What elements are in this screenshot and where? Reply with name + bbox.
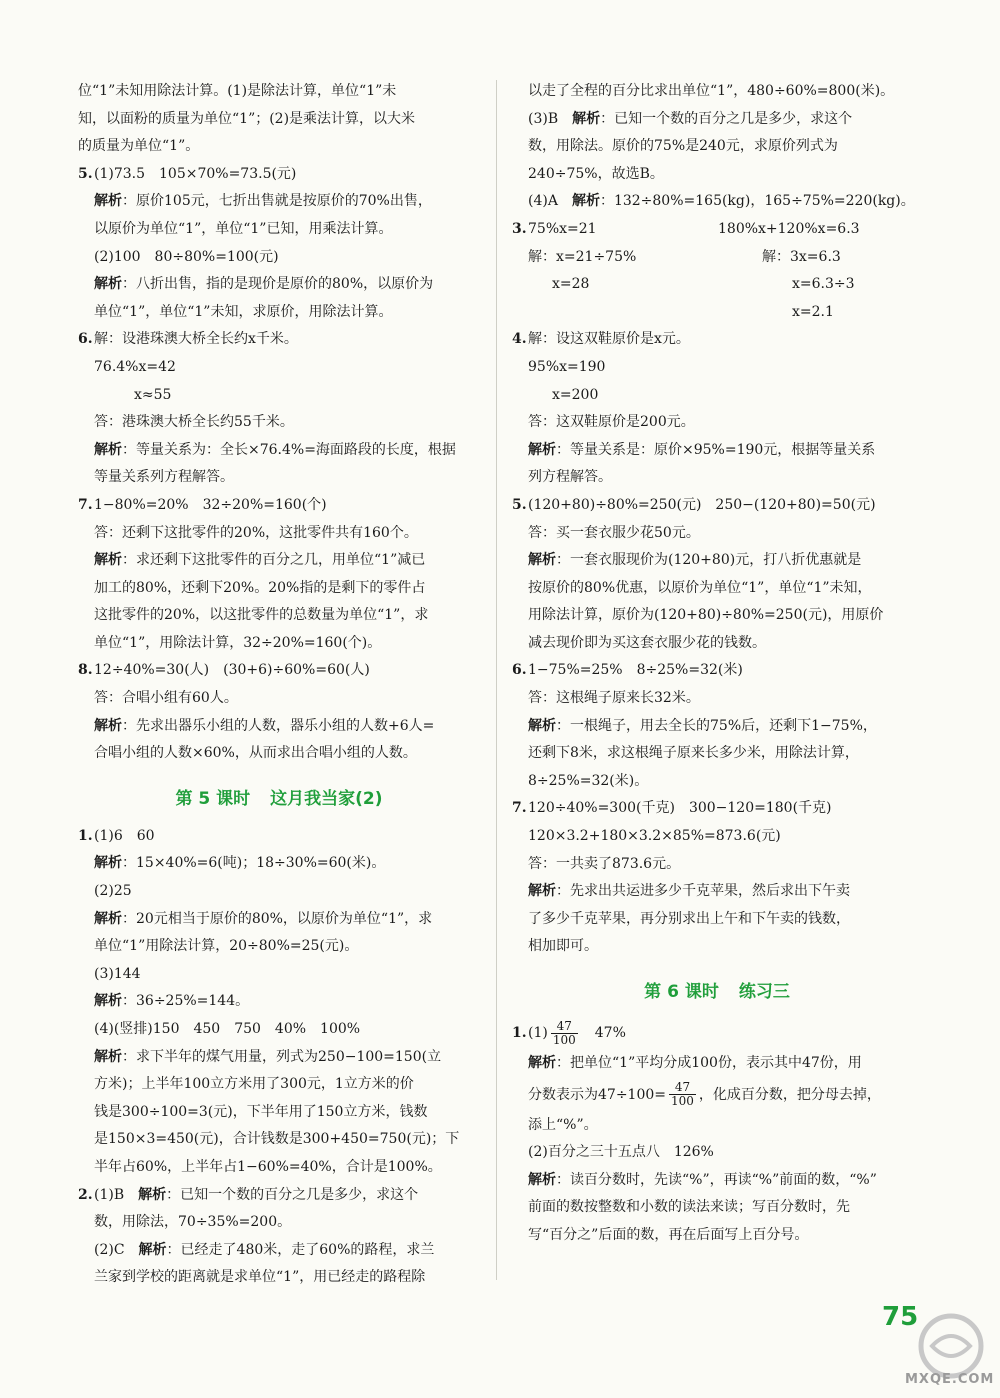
text-line <box>78 1099 480 1127</box>
text-line <box>512 382 922 410</box>
text-line <box>78 630 480 658</box>
line-text: 以原价为单位“1”，单位“1”已知，用乘法计算。 <box>94 220 393 237</box>
lesson-number: 第 5 课时 <box>175 788 251 809</box>
text-line <box>512 602 922 630</box>
text-line <box>512 492 922 520</box>
text-line <box>512 1016 922 1050</box>
question-number: 3. <box>512 220 527 237</box>
text-line <box>512 1112 922 1140</box>
line-text: (3)144 <box>94 965 141 982</box>
line-text: 列方程解答。 <box>528 469 612 486</box>
line-text: (120+80)÷80%=250(元) 250−(120+80)=50(元) <box>528 496 876 513</box>
line-text: 这批零件的20%，以这批零件的总数量为单位“1”，求 <box>94 607 429 624</box>
line-text: 答：这双鞋原价是200元。 <box>528 414 695 431</box>
line-text: 了多少千克苹果，再分别求出上午和下午卖的钱数， <box>528 910 850 927</box>
line-text: 76.4%x=42 <box>94 358 176 375</box>
lesson-title: 这月我当家(2) <box>270 788 383 809</box>
text-line <box>78 906 480 934</box>
text-line <box>78 244 480 272</box>
line-text: (1)73.5 105×70%=73.5(元) <box>94 165 297 182</box>
lesson-heading <box>512 977 922 1002</box>
line-text: 1−80%=20% 32÷20%=160(个) <box>94 496 327 513</box>
text-line <box>78 602 480 630</box>
text-line <box>512 1194 922 1222</box>
line-text: (4)(竖排)150 450 750 40% 100% <box>94 1021 361 1037</box>
text-line <box>512 657 922 685</box>
line-text: 加工的80%，还剩下20%。20%指的是剩下的零件占 <box>94 579 426 596</box>
equation-left: 75%x=21 <box>528 220 597 237</box>
text-line <box>78 188 480 216</box>
line-text: ：求下半年的煤气用量，列式为250−100=150(立 <box>122 1048 442 1065</box>
line-text: 的质量为单位“1”。 <box>78 138 200 155</box>
line-text: 240÷75%，故选B。 <box>528 165 664 182</box>
line-text: x≈55 <box>134 386 172 403</box>
lesson-title: 练习三 <box>738 982 790 1002</box>
line-text: 单位“1”，单位“1”未知，求原价，用除法计算。 <box>94 303 393 320</box>
question-number: 5. <box>78 165 93 182</box>
text-line <box>78 106 480 134</box>
answer-text: (3)B <box>528 110 573 127</box>
analysis-label: 解析 <box>572 110 601 127</box>
text-line <box>78 1182 480 1210</box>
text-line <box>78 271 480 299</box>
fraction <box>551 1020 578 1047</box>
line-text: 写“百分之”后面的数，再在后面写上百分号。 <box>528 1226 809 1243</box>
line-text: 47% <box>580 1025 626 1041</box>
text-line <box>512 78 922 106</box>
text-line <box>512 1167 922 1195</box>
line-text: ：把单位“1”平均分成100份，表示其中47份，用 <box>556 1055 862 1071</box>
text-line <box>78 575 480 603</box>
line-text: 分数表示为47÷100= <box>528 1086 666 1103</box>
text-line <box>78 409 480 437</box>
text-line <box>78 437 480 465</box>
text-line <box>512 106 922 134</box>
answer-text: (4)A <box>528 193 572 210</box>
text-line <box>78 1237 480 1265</box>
analysis-label: 解析 <box>528 1055 556 1071</box>
line-text: ：原价105元，七折出售就是按原价的70%出售， <box>122 193 432 210</box>
analysis-label: 解析 <box>94 276 122 293</box>
line-text: 120÷40%=300(千克) 300−120=180(千克) <box>528 800 832 817</box>
line-text: (1) <box>528 1025 548 1041</box>
line-text: 前面的数按整数和小数的读法来读；写百分数时，先 <box>528 1199 850 1216</box>
analysis-label: 解析 <box>94 1048 122 1065</box>
text-line <box>512 740 922 768</box>
question-number: 1. <box>512 1025 527 1041</box>
line-text: 等量关系列方程解答。 <box>94 469 234 486</box>
text-line <box>78 547 480 575</box>
line-text: 解：设港珠澳大桥全长约x千米。 <box>94 331 298 348</box>
line-text: x=200 <box>552 386 599 403</box>
line-text: (1)6 60 <box>94 827 155 844</box>
line-text: 还剩下8米，求这根绳子原来长多少米，用除法计算， <box>528 745 859 762</box>
text-line <box>78 1264 480 1292</box>
text-line <box>78 961 480 989</box>
text-line <box>512 409 922 437</box>
analysis-label: 解析 <box>94 910 122 927</box>
equation-right: x=2.1 <box>792 303 834 320</box>
line-text: ：读百分数时，先读“%”，再读“%”前面的数，“%” <box>556 1171 877 1188</box>
question-number: 8. <box>78 662 93 679</box>
text-line <box>512 299 922 327</box>
analysis-label: 解析 <box>528 552 556 569</box>
line-text: ：先求出器乐小组的人数，器乐小组的人数+6人= <box>122 717 435 734</box>
text-line <box>512 1050 922 1078</box>
text-line <box>78 988 480 1016</box>
text-line <box>512 685 922 713</box>
line-text: ：先求出共运进多少千克苹果，然后求出下午卖 <box>556 883 850 900</box>
line-text: 数，用除法，70÷35%=200。 <box>94 1214 292 1231</box>
column-divider <box>496 80 497 1280</box>
line-text: ：36÷25%=144。 <box>122 993 250 1010</box>
text-line <box>512 575 922 603</box>
text-line <box>512 713 922 741</box>
text-line <box>512 244 922 272</box>
equation-right: x=6.3÷3 <box>792 276 855 293</box>
text-line <box>512 1078 922 1112</box>
line-text: 95%x=190 <box>528 358 606 375</box>
line-text: ：一根绳子，用去全长的75%后，还剩下1−75%， <box>556 717 877 734</box>
line-text: ：已经走了480米，走了60%的路程，求兰 <box>166 1241 435 1258</box>
text-line <box>512 133 922 161</box>
text-line <box>78 464 480 492</box>
line-text: ：等量关系为：全长×76.4%=海面路段的长度，根据 <box>122 441 456 458</box>
line-text: 钱是300÷100=3(元)，下半年用了150立方米，钱数 <box>94 1103 428 1120</box>
text-line <box>78 1016 480 1044</box>
text-line <box>78 1071 480 1099</box>
line-text: (2)25 <box>94 883 132 900</box>
fraction-denominator: 100 <box>552 1032 576 1047</box>
text-line <box>512 851 922 879</box>
text-line <box>78 299 480 327</box>
text-line <box>512 795 922 823</box>
line-text: ：求还剩下这批零件的百分之几，用单位“1”减已 <box>122 552 426 569</box>
line-text: 12÷40%=30(人) (30+6)÷60%=60(人) <box>94 662 370 679</box>
text-line <box>78 382 480 410</box>
text-line <box>78 823 480 851</box>
text-line <box>78 520 480 548</box>
analysis-label: 解析 <box>94 993 122 1010</box>
text-line <box>512 878 922 906</box>
fraction <box>669 1081 696 1108</box>
line-text: 以走了全程的百分比求出单位“1”，480÷60%=800(米)。 <box>528 83 895 99</box>
line-text: ：八折出售，指的是现价是原价的80%，以原价为 <box>122 276 434 293</box>
question-number: 1. <box>78 827 93 844</box>
watermark-text: MXQE.COM <box>905 1372 995 1387</box>
line-text: 数，用除法。原价的75%是240元，求原价列式为 <box>528 138 838 155</box>
text-line <box>78 133 480 161</box>
text-line <box>512 520 922 548</box>
analysis-label: 解析 <box>528 441 556 458</box>
line-text: 答：买一套衣服少花50元。 <box>528 524 700 541</box>
text-line <box>512 326 922 354</box>
line-text: ：132÷80%=165(kg)，165÷75%=220(kg)。 <box>599 193 915 210</box>
line-text: ：20元相当于原价的80%，以原价为单位“1”，求 <box>122 910 433 927</box>
question-number: 2. <box>78 1186 93 1203</box>
question-number: 7. <box>512 800 527 817</box>
line-text: 用除法计算，原价为(120+80)÷80%=250(元)，用原价 <box>528 607 884 624</box>
text-line <box>512 1139 922 1167</box>
analysis-label: 解析 <box>94 717 122 734</box>
line-text: 合唱小组的人数×60%，从而求出合唱小组的人数。 <box>94 745 417 762</box>
analysis-label: 解析 <box>528 717 556 734</box>
lesson-heading <box>78 784 480 809</box>
line-text: 方米)；上半年100立方米用了300元，1立方米的价 <box>94 1076 414 1093</box>
fraction-denominator: 100 <box>671 1094 694 1109</box>
line-text: (2)百分之三十五点八 126% <box>528 1144 714 1161</box>
line-text: 位“1”未知用除法计算。(1)是除法计算，单位“1”未 <box>78 83 397 99</box>
line-text: 答：一共卖了873.6元。 <box>528 855 681 872</box>
line-text: 单位“1”，用除法计算，32÷20%=160(个)。 <box>94 634 382 651</box>
fraction-numerator: 47 <box>669 1081 696 1095</box>
answer-text: (2)C <box>94 1241 139 1258</box>
line-text: 8÷25%=32(米)。 <box>528 772 649 789</box>
text-line <box>512 354 922 382</box>
line-text: 1−75%=25% 8÷25%=32(米) <box>528 662 743 679</box>
line-text: ：已知一个数的百分之几是多少，求这个 <box>166 1186 419 1203</box>
text-line <box>78 1154 480 1182</box>
text-line <box>512 437 922 465</box>
line-text: 120×3.2+180×3.2×85%=873.6(元) <box>528 828 781 845</box>
text-line <box>512 630 922 658</box>
text-line <box>78 78 480 106</box>
text-line <box>78 326 480 354</box>
equation-left: 解：x=21÷75% <box>528 248 637 265</box>
text-line <box>78 216 480 244</box>
analysis-label: 解析 <box>94 193 122 210</box>
text-line <box>512 188 922 216</box>
analysis-label: 解析 <box>94 441 122 458</box>
right-column <box>512 78 922 1250</box>
text-line <box>512 271 922 299</box>
question-number: 4. <box>512 331 527 348</box>
line-text: (2)100 80÷80%=100(元) <box>94 248 279 265</box>
line-text: 解：设这双鞋原价是x元。 <box>528 331 690 348</box>
analysis-label: 解析 <box>94 552 122 569</box>
text-line <box>512 1222 922 1250</box>
page-number: 75 <box>882 1302 919 1332</box>
text-line <box>512 906 922 934</box>
text-line <box>78 850 480 878</box>
line-text: ：一套衣服现价为(120+80)元，打八折优惠就是 <box>556 552 862 569</box>
text-line <box>512 216 922 244</box>
equation-right: 解：3x=6.3 <box>762 248 841 265</box>
equation-left: x=28 <box>552 276 590 293</box>
question-number: 6. <box>78 331 93 348</box>
line-text: 减去现价即为买这套衣服少花的钱数。 <box>528 634 766 651</box>
text-line <box>512 161 922 189</box>
text-line <box>78 1126 480 1154</box>
line-text: ：已知一个数的百分之几是多少，求这个 <box>600 110 853 127</box>
line-text: ：15×40%=6(吨)；18÷30%=60(米)。 <box>122 855 386 872</box>
answer-text: (1)B <box>94 1186 139 1203</box>
analysis-label: 解析 <box>528 1171 556 1188</box>
question-number: 6. <box>512 662 527 679</box>
analysis-label: 解析 <box>138 1186 167 1203</box>
text-line <box>78 354 480 382</box>
line-text: 答：这根绳子原来长32米。 <box>528 690 700 707</box>
left-column <box>78 78 480 1292</box>
line-text: ：等量关系是：原价×95%=190元，根据等量关系 <box>556 441 876 458</box>
text-line <box>512 768 922 796</box>
text-line <box>78 685 480 713</box>
text-line <box>78 1044 480 1072</box>
text-line <box>78 657 480 685</box>
question-number: 5. <box>512 496 527 513</box>
line-text: 答：还剩下这批零件的20%，这批零件共有160个。 <box>94 524 418 541</box>
analysis-label: 解析 <box>94 855 122 872</box>
line-text: 按原价的80%优惠，以原价为单位“1”，单位“1”未知， <box>528 579 872 596</box>
text-line <box>78 1209 480 1237</box>
line-text: 知，以面粉的质量为单位“1”；(2)是乘法计算，以大米 <box>78 110 416 127</box>
analysis-label: 解析 <box>528 883 556 900</box>
line-text: 答：合唱小组有60人。 <box>94 690 238 707</box>
line-text: 半年占60%，上半年占1−60%=40%，合计是100%。 <box>94 1158 442 1175</box>
line-text: 兰家到学校的距离就是求单位“1”，用已经走的路程除 <box>94 1269 426 1286</box>
text-line <box>512 823 922 851</box>
text-line <box>512 933 922 961</box>
text-line <box>512 547 922 575</box>
analysis-label: 解析 <box>571 193 600 210</box>
question-number: 7. <box>78 496 93 513</box>
line-text: 单位“1”用除法计算，20÷80%=25(元)。 <box>94 938 359 955</box>
text-line <box>78 161 480 189</box>
text-line <box>78 933 480 961</box>
fraction-numerator: 47 <box>551 1020 578 1034</box>
line-text: 添上“%”。 <box>528 1116 598 1133</box>
line-text: ，化成百分数，把分母去掉， <box>698 1086 881 1103</box>
text-line <box>78 878 480 906</box>
equation-right: 180%x+120%x=6.3 <box>718 220 860 237</box>
lesson-number: 第 6 课时 <box>644 982 719 1002</box>
line-text: 相加即可。 <box>528 938 598 955</box>
line-text: 是150×3=450(元)，合计钱数是300+450=750(元)；下 <box>94 1131 460 1148</box>
text-line <box>78 740 480 768</box>
text-line <box>78 492 480 520</box>
text-line <box>512 464 922 492</box>
line-text: 答：港珠澳大桥全长约55千米。 <box>94 414 294 431</box>
analysis-label: 解析 <box>138 1241 167 1258</box>
text-line <box>78 713 480 741</box>
